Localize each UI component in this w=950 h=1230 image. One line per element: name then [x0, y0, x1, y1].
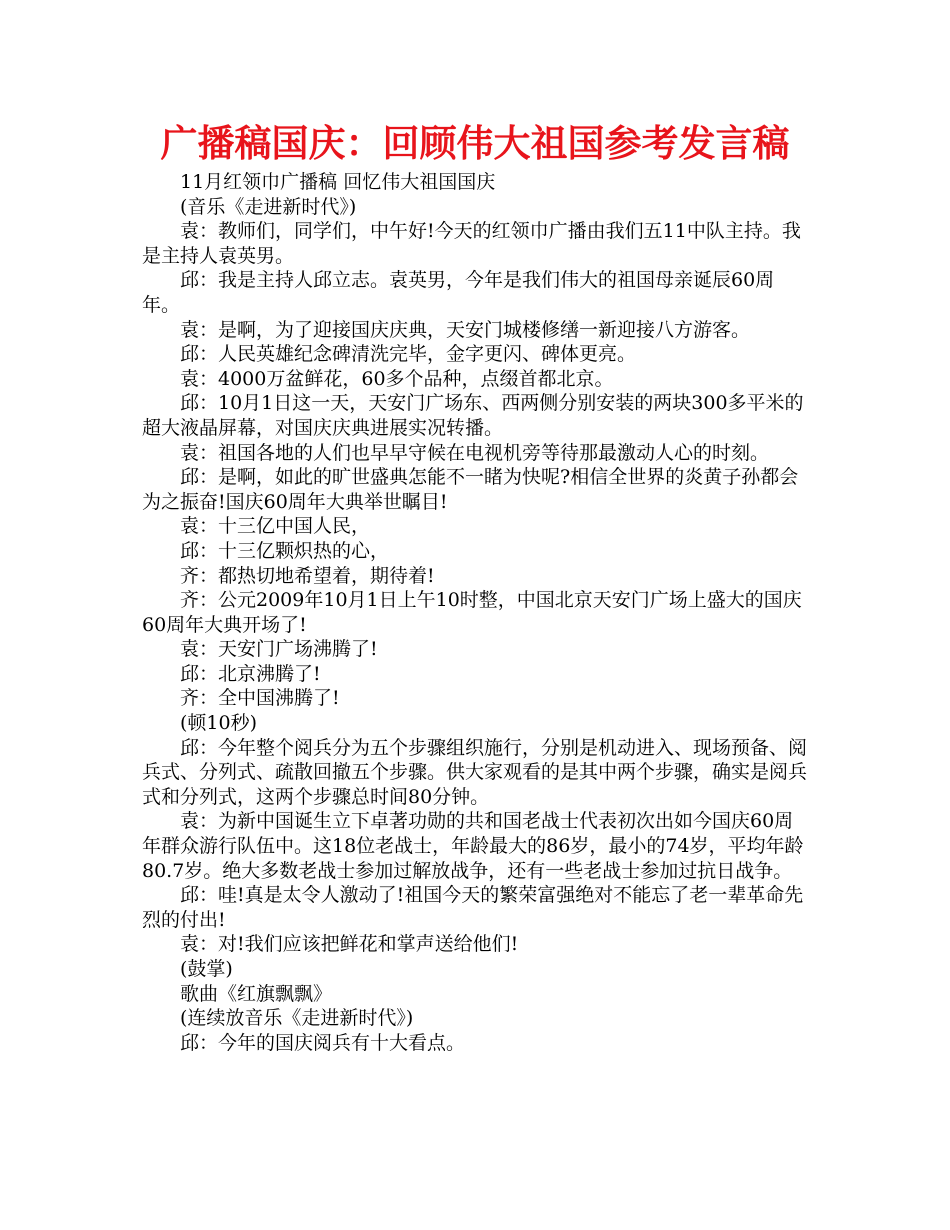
- paragraph: 袁：对!我们应该把鲜花和掌声送给他们!: [180, 933, 519, 956]
- paragraph: 袁：祖国各地的人们也早早守候在电视机旁等待那最激动人心的时刻。: [180, 441, 770, 464]
- paragraph: 邱：我是主持人邱立志。袁英男，今年是我们伟大的祖国母亲诞辰60周年。: [142, 269, 775, 316]
- paragraph: 齐：都热切地希望着，期待着!: [180, 564, 435, 587]
- paragraph: 袁：十三亿中国人民，: [180, 515, 371, 538]
- paragraph: 邱：今年整个阅兵分为五个步骤组织施行，分别是机动进入、现场预备、阅兵式、分列式、疏散回撤五个步骤。供大家观看的是其中两个步骤，确实是阅兵式和分列式，这两个步骤总时间80分钟。: [142, 736, 808, 808]
- document-body: [142, 170, 812, 1055]
- paragraph: 邱：是啊，如此的旷世盛典怎能不一睹为快呢?相信全世界的炎黄子孙都会为之振奋!国庆60周年大典举世瞩目!: [142, 466, 799, 513]
- paragraph: 齐：公元2009年10月1日上午10时整，中国北京天安门广场上盛大的国庆60周年大典开场了!: [142, 589, 802, 636]
- paragraph: 齐：全中国沸腾了!: [180, 687, 340, 710]
- document-title: 广播稿国庆：回顾伟大祖国参考发言稿: [160, 122, 790, 165]
- paragraph: 袁：是啊，为了迎接国庆庆典，天安门城楼修缮一新迎接八方游客。: [180, 318, 751, 341]
- paragraph: 袁：4000万盆鲜花，60多个品种，点缀首都北京。: [180, 367, 614, 390]
- paragraph: (顿10秒): [180, 712, 258, 735]
- paragraph: 袁：教师们，同学们，中午好!今天的红领巾广播由我们五11中队主持。我是主持人袁英男。: [142, 220, 801, 267]
- paragraph: 邱：北京沸腾了!: [180, 662, 321, 685]
- paragraph: 邱：十三亿颗炽热的心，: [180, 539, 390, 562]
- paragraph: 袁：天安门广场沸腾了!: [180, 638, 378, 661]
- paragraph: 歌曲《红旗飘飘》: [180, 982, 333, 1005]
- paragraph: 邱：人民英雄纪念碑清洗完毕，金字更闪、碑体更亮。: [180, 343, 637, 366]
- paragraph: 邱：10月1日这一天，天安门广场东、西两侧分别安装的两块300多平米的超大液晶屏幕，对国庆庆典进展实况转播。: [142, 392, 804, 439]
- paragraph: 11月红领巾广播稿 回忆伟大祖国国庆: [180, 171, 496, 193]
- paragraph: 袁：为新中国诞生立下卓著功勋的共和国老战士代表初次出如今国庆60周年群众游行队伍中。这18位老战士，年龄最大的86岁，最小的74岁，平均年龄80.7岁。绝大多数老战士参加过解放战争，还有一些老战士参加过抗日战争。: [142, 810, 804, 882]
- paragraph: 邱：哇!真是太令人激动了!祖国今天的繁荣富强绝对不能忘了老一辈革命先烈的付出!: [142, 884, 804, 931]
- paragraph: 邱：今年的国庆阅兵有十大看点。: [180, 1031, 466, 1054]
- paragraph: (鼓掌): [180, 958, 233, 980]
- paragraph: (连续放音乐《走进新时代》): [180, 1007, 414, 1030]
- paragraph: (音乐《走进新时代》): [180, 195, 357, 218]
